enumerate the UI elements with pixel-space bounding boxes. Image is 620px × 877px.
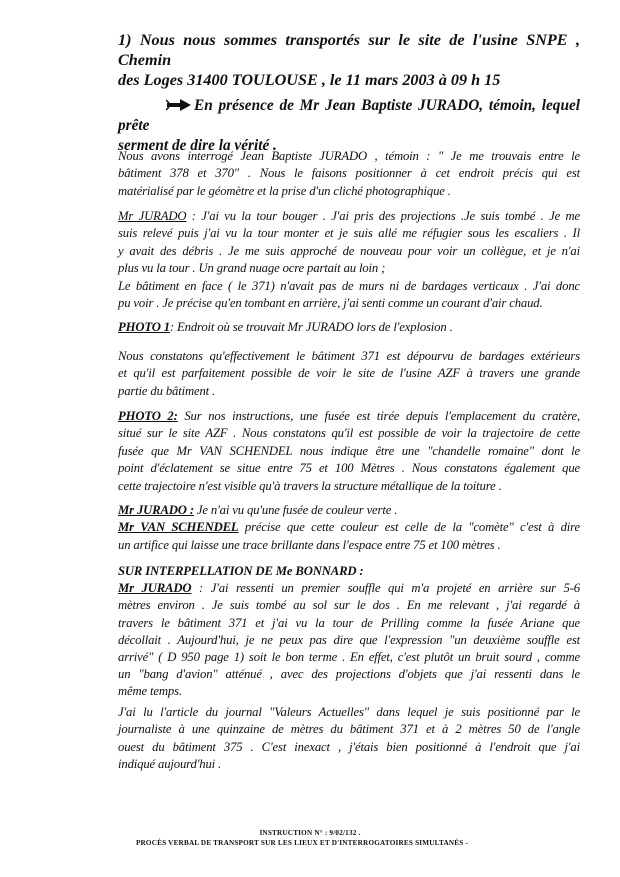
text-line: partie du bâtiment .	[118, 383, 216, 398]
text-line: PHOTO 1: Endroit où se trouvait Mr JURADO lors de l'explosion .	[118, 320, 453, 334]
document-heading	[118, 30, 580, 90]
text-line: matérialisé par le géomètre et la prise d'un cliché photographique .	[118, 183, 451, 198]
text-line: même temps.	[118, 684, 182, 699]
photo-1-caption	[118, 319, 580, 336]
text-line: pu voir . Je précise qu'en tombant en arrière, j'ai senti comme un courant d'air chaud.	[118, 296, 543, 311]
text-line: un artifice qui laisse une trace brillante dans l'espace entre 75 et 100 mètres .	[118, 537, 501, 552]
presence-line-1: En présence de Mr Jean Baptiste JURADO, témoin, lequel prête	[118, 97, 580, 134]
text-line: plus vu la tour . Un grand nuage ocre partait au loin ;	[118, 261, 386, 276]
heading-line-1: 1) Nous nous sommes transportés sur le site de l'usine SNPE , Chemin	[118, 31, 580, 69]
text-line: y avait des débris . Je me suis approché de nouveau pour voir un collègue, et je n'ai	[118, 243, 580, 258]
speaker-name: Mr JURADO	[118, 209, 187, 223]
heading-line-2: des Loges 31400 TOULOUSE , le 11 mars 2003 à 09 h 15	[118, 71, 501, 89]
text-line: travers le bâtiment 371 et j'ai vu la tour de Prilling comme la fusée Ariane que	[118, 615, 580, 630]
arrow-right-icon	[166, 99, 192, 111]
text-line: Nous avons interrogé Jean Baptiste JURADO , témoin : " Je me trouvais entre le	[118, 149, 580, 163]
paragraph-interrogation	[118, 148, 580, 200]
speaker-name: Mr JURADO :	[118, 503, 194, 517]
text-line: journaliste à une quinzaine de mètres du bâtiment 371 et à 2 mètres 50 de l'angle	[118, 722, 580, 737]
text-line: cette trajectoire n'est visible qu'à travers la structure métallique de la toiture .	[118, 478, 502, 493]
footer-instruction: INSTRUCTION N° : 9/02/132 .	[259, 829, 361, 837]
paragraph-article	[118, 704, 580, 774]
text-line: Nous constatons qu'effectivement le bâtiment 371 est dépourvu de bardages extérieurs	[118, 349, 580, 363]
interpellation-title: SUR INTERPELLATION DE Me BONNARD :	[118, 564, 364, 578]
text-line: PHOTO 2: Sur nos instructions, une fusée est tirée depuis l'emplacement du cratère,	[118, 409, 580, 423]
paragraph-jurado-statement	[118, 208, 580, 312]
text-line: ouest du bâtiment 375 . C'est inexact , j'étais bien positionné à l'endroit que j'ai	[118, 739, 580, 754]
text-line: J'ai lu l'article du journal "Valeurs Actuelles" dans lequel je suis positionné par le	[118, 705, 580, 719]
photo-label: PHOTO 2:	[118, 409, 178, 423]
footer-title: PROCÈS VERBAL DE TRANSPORT SUR LES LIEUX ET D'INTERROGATOIRES SIMULTANÉS -	[135, 839, 469, 847]
text-line: un "bang d'avion" atténué , avec des projections d'objets que j'ai ressenti dans le	[118, 667, 580, 682]
presence-statement	[118, 96, 580, 156]
paragraph-observation	[118, 348, 580, 400]
text-line: mètres environ . Je suis tombé au sol sur le dos . En me relevant , j'ai regardé à	[118, 598, 580, 613]
text-line: et qu'il est parfaitement possible de voir le site de l'usine AZF à travers une grande	[118, 366, 580, 381]
paragraph-rocket-color	[118, 502, 580, 554]
text-line: Le bâtiment en face ( le 371) n'avait pas de murs ni de bardages verticaux . J'ai donc	[118, 278, 580, 293]
text-line: fusée que Mr VAN SCHENDEL nous indique être une "chandelle romaine" dont le	[118, 443, 580, 458]
text-line: Mr JURADO : J'ai ressenti un premier souffle qui m'a projeté en arrière sur 5-6	[118, 581, 581, 596]
text-line: décollait . Aujourd'hui, je ne peux pas dire que l'expression "un deuxième souffle est	[118, 632, 580, 647]
presence-line-2: serment de dire la vérité .	[118, 137, 277, 154]
text-line: suis relevé puis j'ai vu la tour monter et je suis allé me réfugier sous les escaliers . Il	[118, 226, 580, 241]
photo-label: PHOTO 1	[118, 320, 170, 334]
speaker-name: Mr JURADO	[118, 581, 192, 596]
text-line: situé sur le site AZF . Nous constatons qu'il est possible de voir la trajectoire de cette	[118, 426, 580, 441]
speaker-name: Mr VAN SCHENDEL	[118, 520, 239, 535]
photo-2-caption	[118, 408, 580, 495]
paragraph-interpellation	[118, 563, 580, 701]
text-line: Mr JURADO : J'ai vu la tour bouger . J'ai pris des projections .Je suis tombé . Je me	[118, 209, 580, 223]
text-line: bâtiment 378 et 370" . Nous le faisons positionner à cet endroit précis qui est	[118, 166, 580, 181]
text-line: Mr VAN SCHENDEL précise que cette couleur est celle de la "comète" c'est à dire	[118, 520, 580, 535]
text-line: arrivé" ( D 950 page 1) soit le bon terme . En effet, c'est plutôt un bruit sourd , comme	[118, 650, 580, 665]
text-line: point d'éclatement se situe entre 75 et 100 Mètres . Nous constatons également que	[118, 461, 580, 476]
text-line: Mr JURADO : Je n'ai vu qu'une fusée de couleur verte .	[118, 503, 398, 517]
text-line: indiqué aujourd'hui .	[118, 757, 222, 772]
